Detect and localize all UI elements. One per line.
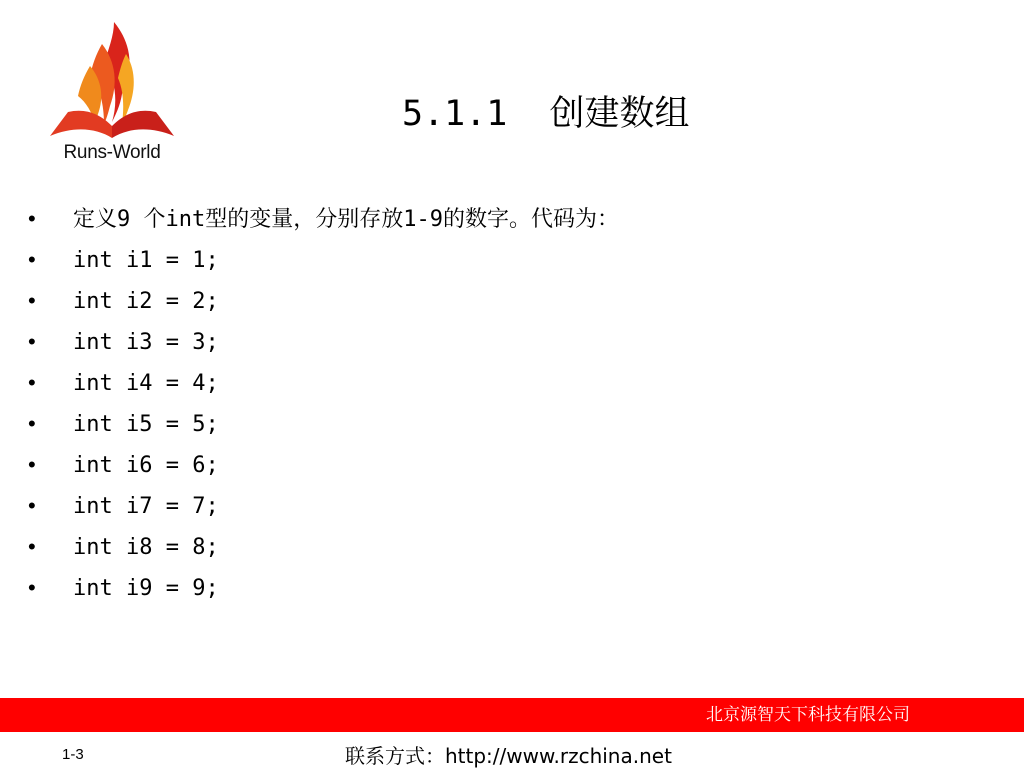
list-item-text: int i9 = 9; (73, 576, 219, 601)
bullet-icon: • (28, 329, 36, 354)
bullet-icon: • (28, 534, 36, 559)
list-item (28, 567, 619, 608)
bullet-icon: • (28, 247, 36, 272)
flame-book-logo-icon (44, 14, 180, 142)
footer-bar (0, 698, 1024, 732)
list-item (28, 239, 619, 280)
bullet-icon: • (28, 370, 36, 395)
page-number: 1-3 (62, 746, 84, 763)
list-item-text: int i7 = 7; (73, 494, 219, 519)
bullet-icon: • (28, 575, 36, 600)
logo-text: Runs-World (63, 142, 161, 163)
list-item (28, 526, 619, 567)
bullet-icon: • (28, 452, 36, 477)
list-item (28, 444, 619, 485)
list-item-text: 定义9 个int型的变量，分别存放1-9的数字。代码为： (73, 207, 619, 232)
list-item-text: int i4 = 4; (73, 371, 219, 396)
list-item (28, 280, 619, 321)
bullet-list (28, 198, 619, 608)
contact-info[interactable]: 联系方式：http://www.rzchina.net (345, 744, 672, 768)
list-item (28, 321, 619, 362)
list-item (28, 198, 619, 239)
company-logo (44, 14, 180, 166)
list-item-text: int i3 = 3; (73, 330, 219, 355)
bullet-icon: • (28, 493, 36, 518)
list-item-text: int i5 = 5; (73, 412, 219, 437)
bullet-icon: • (28, 411, 36, 436)
bullet-icon: • (28, 206, 36, 231)
slide-title: 5.1.1 创建数组 (402, 94, 690, 134)
list-item-text: int i8 = 8; (73, 535, 219, 560)
list-item (28, 485, 619, 526)
list-item-text: int i6 = 6; (73, 453, 219, 478)
list-item (28, 362, 619, 403)
bullet-icon: • (28, 288, 36, 313)
list-item-text: int i2 = 2; (73, 289, 219, 314)
company-name: 北京源智天下科技有限公司 (706, 705, 910, 725)
list-item (28, 403, 619, 444)
list-item-text: int i1 = 1; (73, 248, 219, 273)
